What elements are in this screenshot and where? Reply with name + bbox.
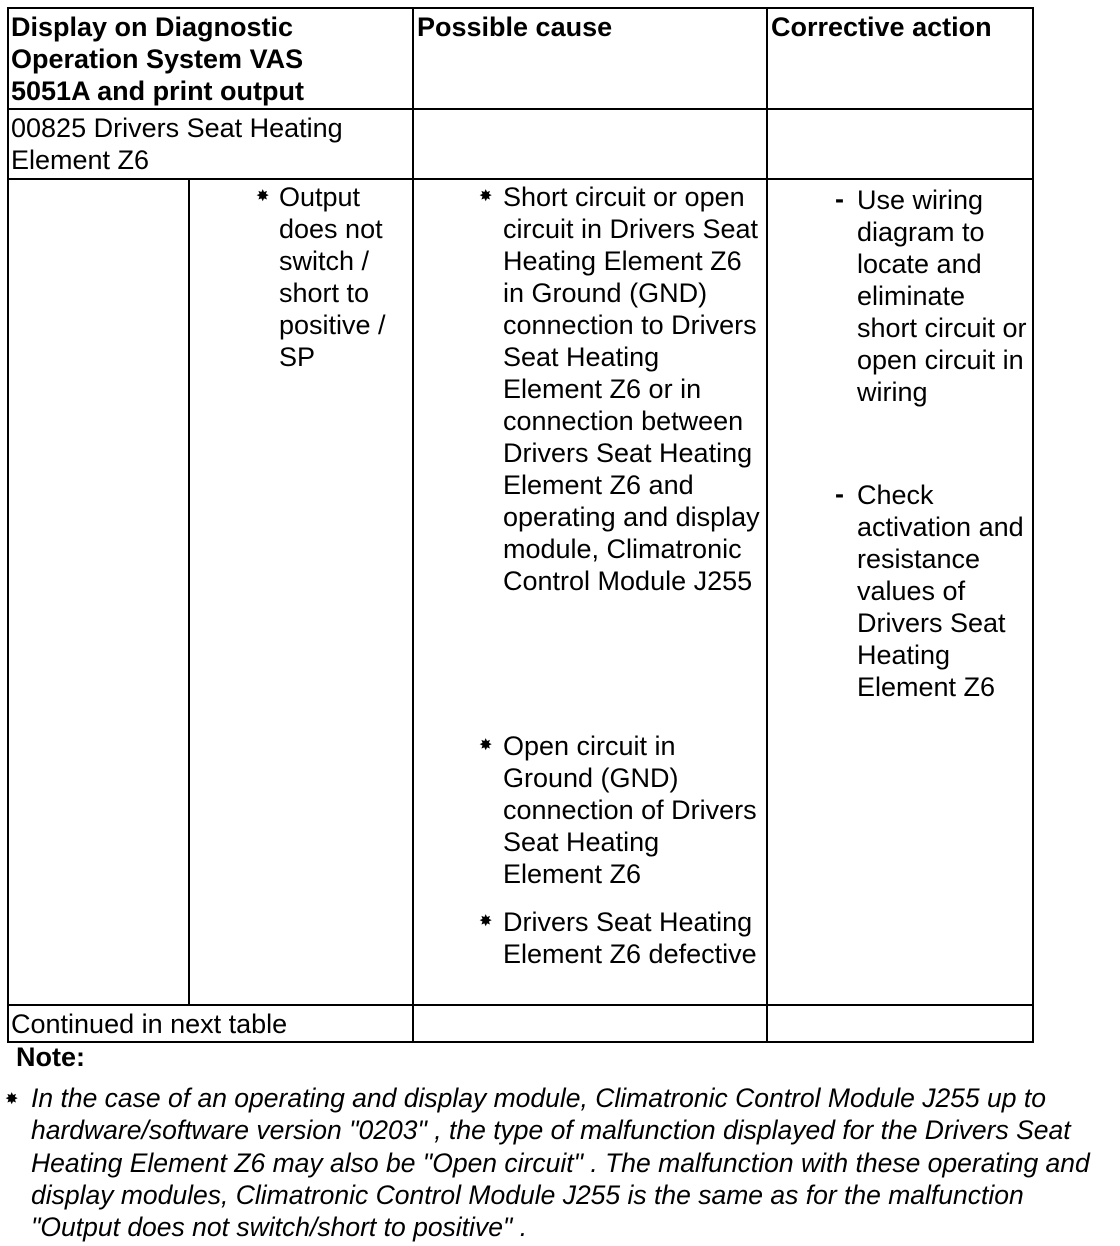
bullet-icon: ✸ [479, 913, 493, 930]
header-display: Display on Diagnostic Operation System VAS 5051A and print output [11, 12, 305, 106]
table-border-right [1032, 7, 1034, 1043]
bullet-icon: ✸ [256, 188, 270, 205]
row-divider [7, 1004, 1034, 1006]
header-corrective-action: Corrective action [771, 12, 992, 42]
header-possible-cause: Possible cause [417, 12, 613, 42]
cause-item: Open circuit in Ground (GND) connection of Drivers Seat Heating Element Z6 [503, 731, 757, 889]
cause-item: Short circuit or open circuit in Drivers Seat Heating Element Z6 in Ground (GND) connection to Drivers Seat Heating Element Z6 or in connection between Drivers Seat Heating Element Z6 and operating and display module, Climatronic Control Module J255 [503, 182, 760, 596]
column-divider [412, 7, 414, 1043]
note-body: In the case of an operating and display module, Climatronic Control Module J255 up to hardware/software version "0203" , the type of malfunction displayed for the Drivers Seat Heating Element Z6 may also be "Open circuit" . The malfunction with these operating and display modules, Climatronic Control Module J255 is the same as for the malfunction "Output does not switch/short to positive" . [31, 1083, 1090, 1243]
bullet-icon: ✸ [479, 737, 493, 754]
fault-type-text: Output does not switch / short to positive / SP [279, 182, 386, 372]
row-divider [7, 108, 1034, 110]
action-item: Use wiring diagram to locate and eliminate short circuit or open circuit in wiring [857, 185, 1027, 407]
dash-icon: - [835, 479, 844, 509]
dash-icon: - [835, 184, 844, 214]
bullet-icon: ✸ [479, 188, 493, 205]
table-border-bottom [7, 1041, 1034, 1043]
fault-code-label: 00825 Drivers Seat Heating Element Z6 [11, 113, 343, 175]
note-title: Note: [16, 1042, 85, 1072]
diagnostic-table [7, 7, 1034, 1043]
action-item: Check activation and resistance values of Drivers Seat Heating Element Z6 [857, 480, 1024, 702]
table-border-left [7, 7, 9, 1043]
column-divider [766, 7, 768, 1043]
cause-item: Drivers Seat Heating Element Z6 defective [503, 907, 757, 969]
bullet-icon: ✸ [5, 1091, 19, 1108]
row-divider [7, 178, 1034, 180]
subcolumn-divider [188, 178, 190, 1006]
table-border-top [7, 7, 1034, 9]
continued-label: Continued in next table [11, 1009, 288, 1039]
